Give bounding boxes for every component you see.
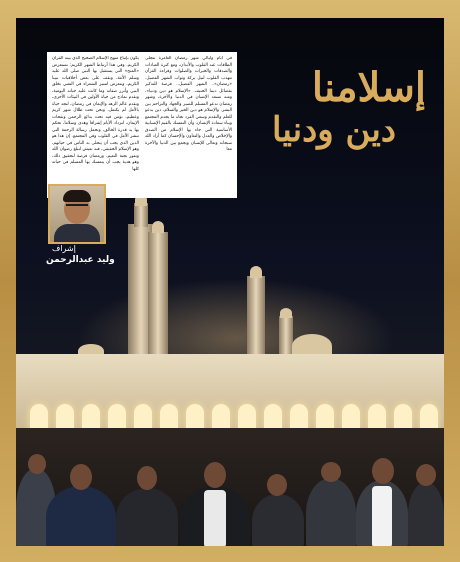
worshipper-shirt (204, 490, 226, 546)
article-column-right: في أيام وليالي شهر رمضان العامرة تتجلى الطاقات عند القلوب والأبدان، ومع كثرة العبادات والصدقات والخيرات والصلوات وقراءة القرآن تتهذب القلوب لنيل بركة وثواب الشهر الفضيل. «رمضان».. الشهر الفضيل.. فرصة للتذكير بفضائل ديننا الحنيف. «الإسلام هو دين ودنيا»، ومنه تسعد الإنسان في الدنيا والآخرة، وشهر رمضان تدعو المسلم للصبر والجهاد والتراحم بين البشر. والإسلام هو دين الخير والسلام، دين يدعو للعلم والتقدم وسعي الفرد تجاه ما يخدم المجتمع وبناء سعادة الإنسان، وأن التمسك بالقيم الإنسانية الأساسية التي جاء بها الإسلام من الصدق والإخلاص والعدل والتعاون والإحسان كما أراد الله سبحانه وتعالى للإنسان ويجمع بين الدنيا والآخرة معا (145, 56, 232, 152)
minaret-center (247, 276, 265, 362)
supervisor-name: وليد عبدالرحمن (46, 255, 115, 265)
minaret-middle-cap (152, 221, 164, 233)
worshipper-head (137, 466, 157, 490)
worshipper-shirt (372, 486, 392, 546)
worshipper (306, 478, 356, 546)
worshipper-head (267, 474, 287, 496)
title-line-1: إسلامنا (311, 64, 426, 111)
worshipper-head (70, 464, 92, 490)
portrait-glasses (66, 204, 88, 212)
worshipper-head (204, 462, 226, 488)
portrait-hair (63, 190, 91, 202)
minaret-right-cap (280, 308, 292, 318)
minaret-middle (148, 232, 168, 362)
title-line-2: دين ودنيا (272, 110, 396, 150)
supervisor-photo (48, 184, 106, 244)
minaret-center-cap (250, 266, 262, 278)
worshipper (252, 494, 304, 546)
page-title (246, 66, 426, 150)
supervisor-credit (46, 244, 126, 266)
worshipper (46, 486, 116, 546)
portrait-jacket (54, 224, 100, 244)
worshipper-head (28, 454, 46, 474)
article-text-box (47, 52, 237, 198)
worshipper-head (416, 464, 436, 486)
magazine-page (16, 18, 444, 546)
worshipper-head (372, 458, 394, 484)
worshipper-head (321, 462, 341, 482)
worshipper (408, 482, 444, 546)
worshippers-crowd (16, 428, 444, 546)
minaret-left-upper (134, 203, 148, 227)
supervisor-label: إشراف (52, 244, 76, 253)
article-column-left: يكون بإتباع منهج الإسلام الصحيح الذي بينه القرآن الكريم. وفي هذا أرتباط الشهر الكريم: نستعرض «المنح» التي يستقبل بها النبي صلى الله عليه وسلم الأمة، ونقف على بعض أخلاقيات نبينا الكريم، ونتعرض لسير الشعراء في التغني بخلق النبي وأبرز صفاته وما كانت عليه حياته اليومية، ونقدم نماذج من حياة الأولين في البيئات الأخرى، ونقدم عالم الزهد والإيمان في رمضان، لنجد حياة بالأمل لم يكتمل، ونحن تحت ظلال شهر كريم وعظيم، نؤمن فيه تحت بدائع الرحمن ونفحات الإيمان، لتزداد الأيام إشراقا وهدى وسلاما، تحكم بها يد قدرة الخالق، وتحمل رسالة الرحمة التي تنشر الأمل في القلوب وفي المجتمع. إن هذا هو الدين الذي يجب أن يتحلى به الناس في حياتهم، وهو الإسلام الحقيقي، فبه نعيش لنبلغ رضوان الله ونفوز بجنة النعيم، ورمضان فرصة لتحقيق ذلك، وهو هدية يجب أن يتمسك بها المسلم في حياته كلها (52, 56, 139, 172)
worshipper (116, 488, 178, 546)
courtyard-arcade (16, 354, 444, 432)
